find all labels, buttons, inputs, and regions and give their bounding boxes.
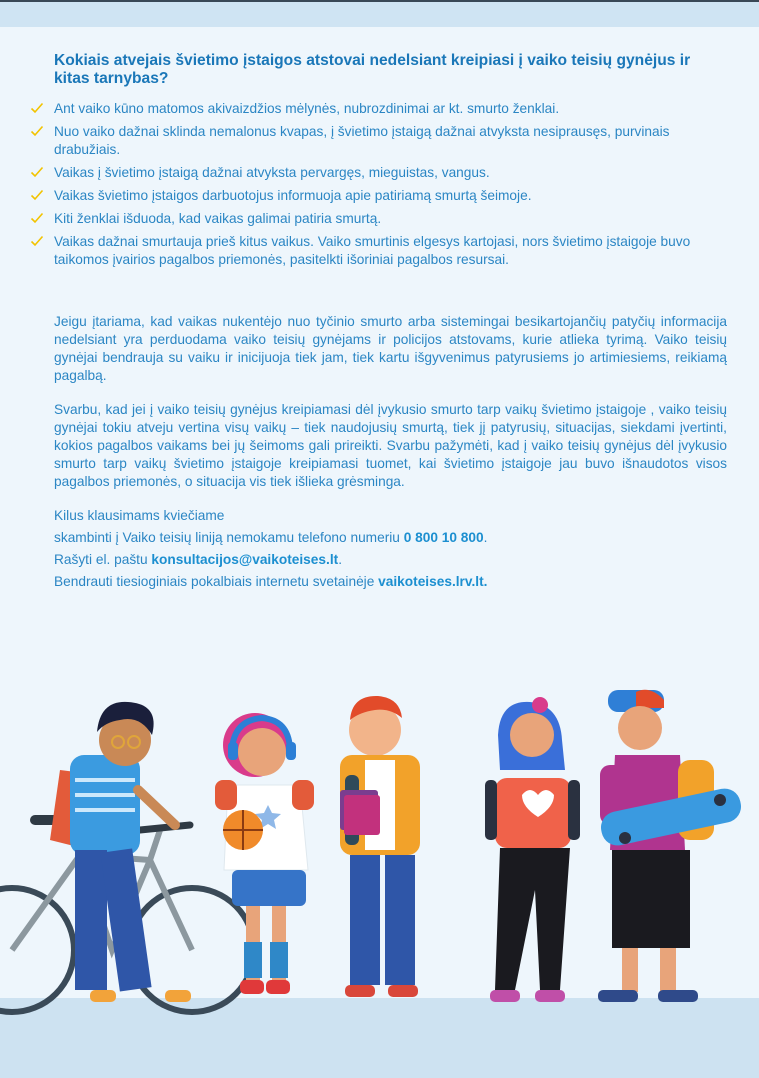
contact-intro: Kilus klausimams kviečiame bbox=[54, 508, 225, 523]
checkmark-icon bbox=[30, 234, 44, 248]
checkmark-icon bbox=[30, 188, 44, 202]
list-item-text: Kiti ženklai išduoda, kad vaikas galimai patiria smurtą. bbox=[54, 211, 382, 226]
contact-web-line bbox=[54, 571, 727, 593]
list-item bbox=[30, 233, 730, 269]
list-item-text: Vaikas dažnai smurtauja prieš kitus vaikus. Vaiko smurtinis elgesys kartojasi, nors švietimo įstaigoje buvo taikomos įvairios pagalbos priemonės, pasitelkti išoriniai pagalbos resursai. bbox=[54, 234, 691, 267]
list-item bbox=[30, 100, 730, 118]
email-link[interactable]: konsultacijos@vaikoteises.lt bbox=[151, 552, 339, 567]
checkmark-icon bbox=[30, 124, 44, 138]
kid-boy-books bbox=[340, 696, 420, 997]
phone-number-link[interactable]: 0 800 10 800 bbox=[403, 530, 484, 545]
contact-phone-suffix: . bbox=[483, 530, 488, 545]
checkmark-icon bbox=[30, 101, 44, 115]
list-item bbox=[30, 164, 730, 182]
kid-boy-skateboard bbox=[598, 690, 744, 1002]
list-item bbox=[30, 187, 730, 205]
list-item bbox=[30, 210, 730, 228]
kid-girl-basketball bbox=[215, 713, 314, 994]
page-heading: Kokiais atvejais švietimo įstaigos atstovai nedelsiant kreipiasi į vaiko teisių gynėjus ir kitas tarnybas? bbox=[54, 52, 691, 87]
top-border bbox=[0, 0, 759, 2]
contact-email-prefix: Rašyti el. paštu bbox=[54, 552, 152, 567]
bicycle-handlebar bbox=[140, 825, 190, 830]
contact-email-suffix: . bbox=[338, 552, 342, 567]
contact-email-line bbox=[54, 549, 727, 571]
list-item bbox=[30, 123, 730, 159]
kids-illustration bbox=[0, 660, 759, 1078]
contact-web-prefix: Bendrauti tiesioginiais pokalbiais internetu svetainėje bbox=[54, 574, 379, 589]
kid-girl-heart bbox=[485, 697, 580, 1002]
list-item-text: Vaikas švietimo įstaigos darbuotojus informuoja apie patiriamą smurtą šeimoje. bbox=[54, 188, 532, 203]
checkmark-icon bbox=[30, 165, 44, 179]
list-item-text: Nuo vaiko dažnai sklinda nemalonus kvapas, į švietimo įstaigą dažnai atvyksta nesiprausęs, purvinais drabužiais. bbox=[54, 124, 670, 157]
top-band bbox=[0, 0, 759, 27]
list-item-text: Ant vaiko kūno matomos akivaizdžios mėlynės, nubrozdinimai ar kt. smurto ženklai. bbox=[54, 101, 560, 116]
paragraph-importance: Svarbu, kad jei į vaiko teisių gynėjus kreipiamasi dėl įvykusio smurto tarp vaikų švietimo įstaigoje , vaiko teisių gynėjai tokiu atveju vertina visų vaikų – tiek naudojusių smurtą, tiek jį patyrusių, situacijas, siekdami įvertinti, kokios pagalbos vaikams bei jų šeimoms gali prireikti. Svarbu pažymėti, kad į vaiko teisių gynėjus dėl įvykusio smurto tarp vaikų švietimo įstaigoje kreipiamasi tuomet, kai švietimo įstaigoje jau buvo išnaudotos visos pagalbos priemonės, o situacija vis tiek išlieka grėsminga. bbox=[54, 402, 727, 489]
contact-block bbox=[54, 505, 727, 593]
website-link[interactable]: vaikoteises.lrv.lt. bbox=[378, 574, 488, 589]
paragraph-investigation: Jeigu įtariama, kad vaikas nukentėjo nuo tyčinio smurto arba sistemingai besikartojančių patyčių informacija nedelsiant yra perduodama vaiko teisių gynėjams ir policijos atstovams, kurie atlieka tyrimą. Vaiko teisių gynėjai bendrauja su vaiku ir inicijuoja tiek jam, tiek kartu išgyvenimus patyrusiems jo artimiesiems, reikiamą pagalbą. bbox=[54, 314, 727, 383]
list-item-text: Vaikas į švietimo įstaigą dažnai atvyksta pervargęs, mieguistas, vangus. bbox=[54, 165, 490, 180]
contact-phone-prefix: skambinti į Vaiko teisių liniją nemokamu telefono numeriu bbox=[54, 530, 404, 545]
checkmark-icon bbox=[30, 211, 44, 225]
contact-phone-line bbox=[54, 527, 727, 549]
warning-signs-list bbox=[30, 100, 730, 274]
